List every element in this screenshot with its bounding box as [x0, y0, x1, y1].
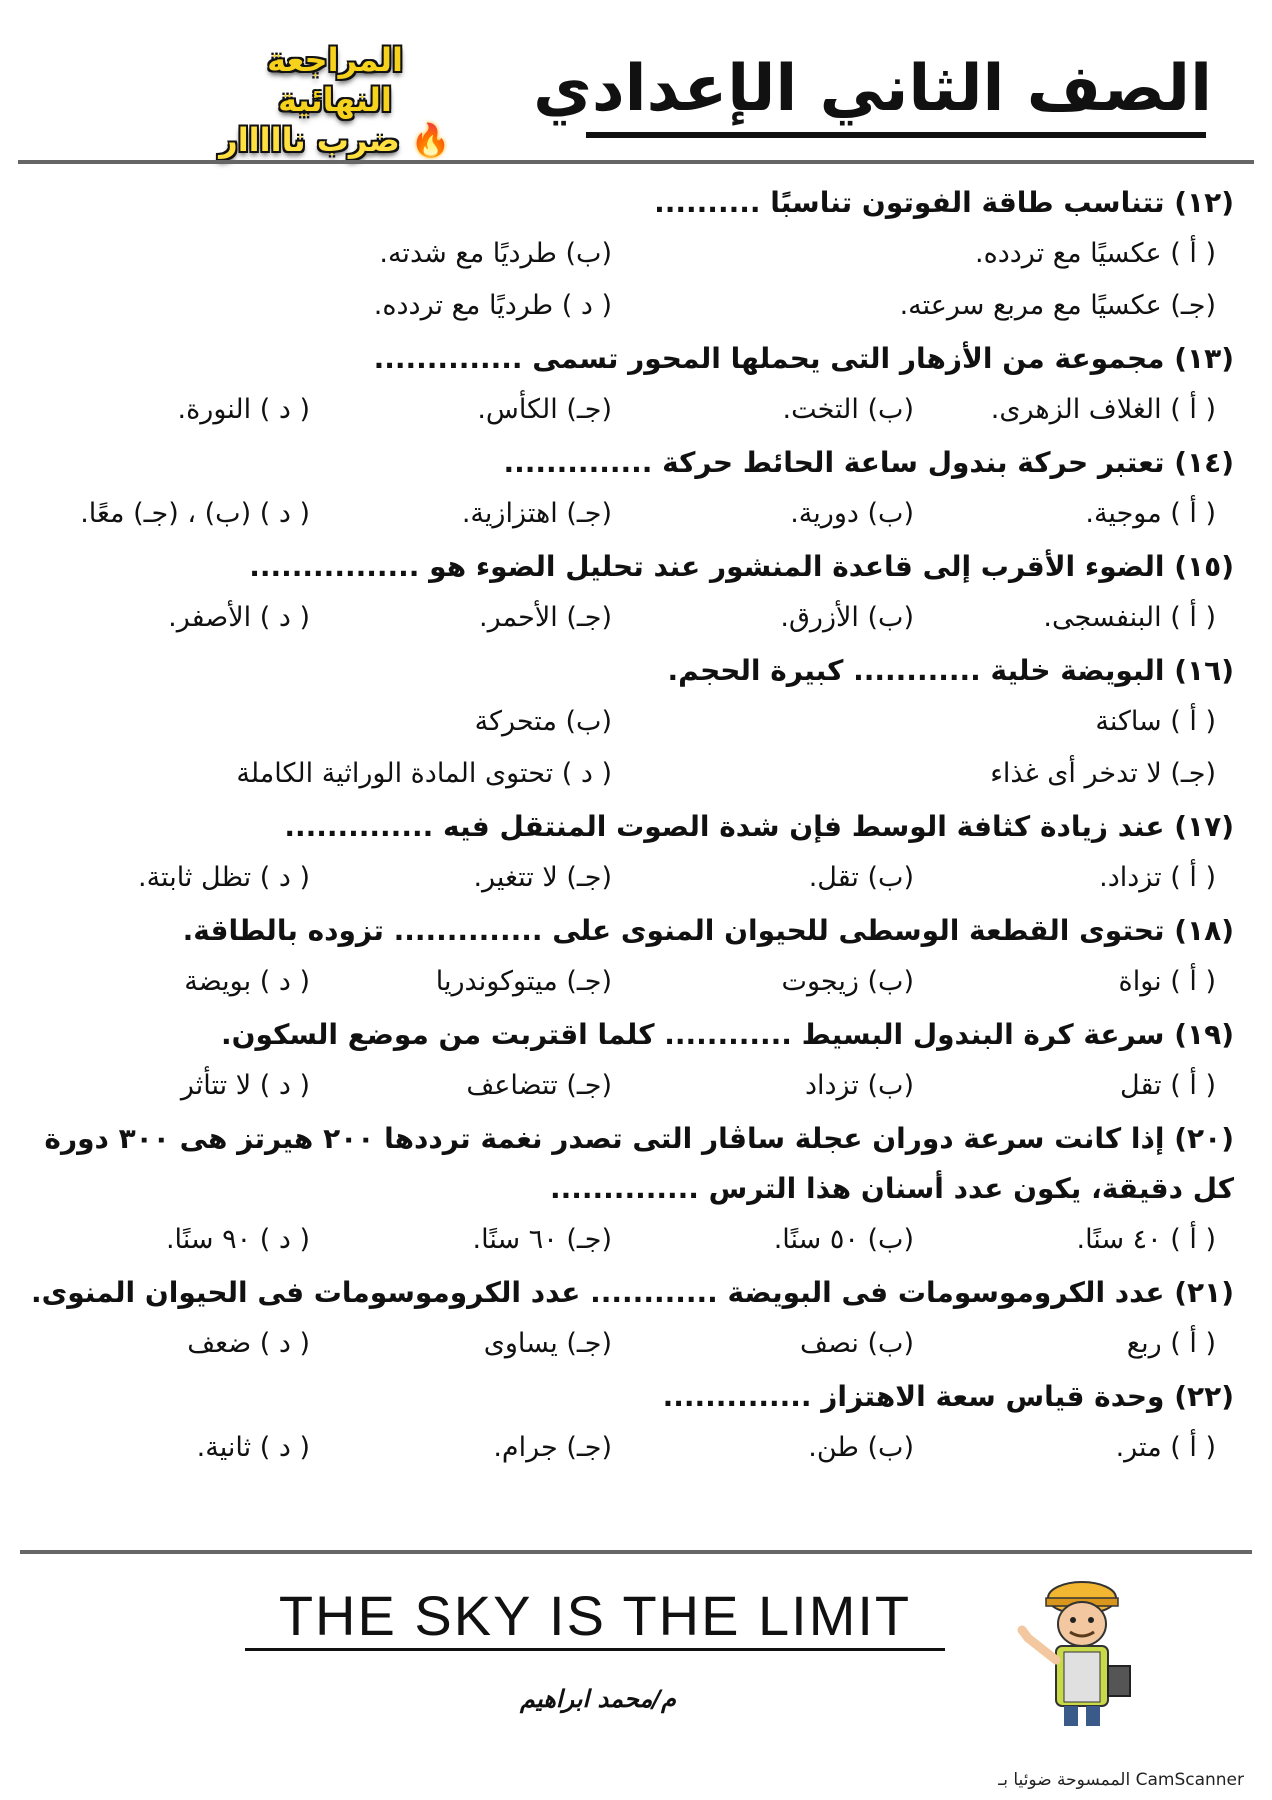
option-label: ( د ) [561, 758, 612, 789]
options-row [30, 592, 1238, 644]
options-row [30, 1214, 1238, 1266]
question-text [30, 1010, 1238, 1060]
option-label: (جـ) [566, 394, 612, 425]
motto: THE SKY IS THE LIMIT [278, 1584, 912, 1647]
option-text: تزداد [804, 1070, 859, 1101]
title-underline [586, 132, 1206, 138]
option-label: ( أ ) [1170, 966, 1216, 997]
option-label: (ب) [867, 498, 914, 529]
option-label: (ب) [867, 1432, 914, 1463]
option-label: (جـ) [566, 1224, 612, 1255]
question-item [30, 646, 1238, 800]
options-row [30, 228, 1238, 280]
question-text [30, 906, 1238, 956]
options-row [30, 748, 1238, 800]
question-number: (١٩) [1174, 1018, 1234, 1051]
question-stem: الضوء الأقرب إلى قاعدة المنشور عند تحليل الضوء هو ................ [249, 550, 1165, 583]
answer-option [634, 280, 1238, 332]
option-text: ثانية. [196, 1432, 252, 1463]
option-label: ( د ) [259, 498, 310, 529]
answer-option [332, 592, 634, 644]
answer-option [30, 748, 634, 800]
answer-option [634, 1214, 936, 1266]
answer-option [332, 1422, 634, 1474]
question-number: (١٧) [1174, 810, 1234, 843]
option-text: الغلاف الزهرى. [990, 394, 1162, 425]
question-text [30, 334, 1238, 384]
option-text: ساكنة [1095, 706, 1162, 737]
option-text: ٥٠ سنًا. [773, 1224, 859, 1255]
options-row [30, 384, 1238, 436]
question-item [30, 178, 1238, 332]
answer-option [332, 1318, 634, 1370]
author-signature: م/محمد ابراهيم [520, 1685, 676, 1713]
header-divider [18, 160, 1254, 164]
option-label: (جـ) [566, 1432, 612, 1463]
answer-option [936, 852, 1238, 904]
option-label: (جـ) [566, 1070, 612, 1101]
question-item [30, 542, 1238, 644]
question-stem: مجموعة من الأزهار التى يحملها المحور تسمى .............. [373, 342, 1165, 375]
answer-option [634, 1318, 936, 1370]
option-label: ( د ) [259, 1432, 310, 1463]
option-label: ( أ ) [1170, 862, 1216, 893]
question-text [30, 542, 1238, 592]
answer-option [332, 1214, 634, 1266]
option-label: ( أ ) [1170, 1432, 1216, 1463]
option-text: ضعف [187, 1328, 252, 1359]
fire-icon: 🔥 [410, 121, 451, 159]
answer-option [936, 956, 1238, 1008]
option-label: ( د ) [259, 1070, 310, 1101]
question-number: (١٤) [1174, 446, 1234, 479]
option-label: (ب) [867, 862, 914, 893]
answer-option [936, 384, 1238, 436]
option-label: ( أ ) [1170, 238, 1216, 269]
option-label: (جـ) [566, 602, 612, 633]
page-header [0, 0, 1272, 165]
option-label: ( د ) [259, 862, 310, 893]
answer-option [332, 384, 634, 436]
option-text: متحركة [474, 706, 557, 737]
option-label: (ب) [565, 238, 612, 269]
answer-option [30, 1422, 332, 1474]
option-text: نصف [800, 1328, 859, 1359]
option-text: اهتزازية. [461, 498, 558, 529]
option-label: ( أ ) [1170, 1224, 1216, 1255]
answer-option [634, 488, 936, 540]
question-text [30, 1268, 1238, 1318]
option-label: (ب) [867, 1224, 914, 1255]
question-stem: عند زيادة كثافة الوسط فإن شدة الصوت المنتقل فيه .............. [284, 810, 1165, 843]
badge-line-2 [205, 120, 465, 160]
option-label: ( د ) [259, 966, 310, 997]
review-badge [205, 40, 465, 159]
answer-option [634, 1422, 936, 1474]
option-label: ( د ) [259, 394, 310, 425]
option-text: طرديًا مع شدته. [379, 238, 557, 269]
option-label: (ب) [867, 1070, 914, 1101]
option-text: الأزرق. [780, 602, 859, 633]
option-label: (ب) [867, 966, 914, 997]
option-text: الأصفر. [168, 602, 252, 633]
question-item [30, 802, 1238, 904]
options-row [30, 1422, 1238, 1474]
question-stem: البويضة خلية ............ كبيرة الحجم. [667, 654, 1165, 687]
option-label: (ب) [867, 1328, 914, 1359]
option-label: ( أ ) [1170, 498, 1216, 529]
option-text: طرديًا مع تردده. [373, 290, 554, 321]
answer-option [634, 696, 1238, 748]
option-label: (جـ) [566, 498, 612, 529]
option-text: لا تتأثر [180, 1070, 252, 1101]
answer-option [30, 852, 332, 904]
option-text: نواة [1118, 966, 1162, 997]
options-row [30, 956, 1238, 1008]
option-text: النورة. [177, 394, 252, 425]
answer-option [634, 956, 936, 1008]
answer-option [332, 1060, 634, 1112]
option-label: ( أ ) [1170, 1070, 1216, 1101]
answer-option [30, 488, 332, 540]
question-stem: وحدة قياس سعة الاهتزاز .............. [662, 1380, 1165, 1413]
options-row [30, 488, 1238, 540]
camscanner-watermark: الممسوحة ضوئيا بـ CamScanner [998, 1770, 1244, 1790]
option-label: (جـ) [1170, 758, 1216, 789]
answer-option [30, 280, 634, 332]
option-label: (ب) [867, 394, 914, 425]
option-text: بويضة [184, 966, 252, 997]
option-text: (ب) ، (جـ) معًا. [80, 498, 252, 529]
answer-option [30, 592, 332, 644]
option-text: تتضاعف [466, 1070, 558, 1101]
question-text [30, 802, 1238, 852]
question-item [30, 1010, 1238, 1112]
option-label: ( د ) [259, 1224, 310, 1255]
option-label: ( د ) [259, 602, 310, 633]
answer-option [332, 488, 634, 540]
option-text: الكأس. [477, 394, 558, 425]
option-text: الأحمر. [479, 602, 558, 633]
option-label: ( د ) [259, 1328, 310, 1359]
footer-divider [20, 1550, 1252, 1554]
question-item [30, 1372, 1238, 1474]
answer-option [30, 956, 332, 1008]
answer-option [634, 852, 936, 904]
question-number: (٢٢) [1174, 1380, 1234, 1413]
question-text [30, 646, 1238, 696]
options-row [30, 1318, 1238, 1370]
option-text: زيجوت [781, 966, 859, 997]
question-text [30, 178, 1238, 228]
option-label: ( د ) [561, 290, 612, 321]
question-text [30, 1372, 1238, 1422]
answer-option [634, 384, 936, 436]
question-item [30, 1268, 1238, 1370]
question-number: (١٣) [1174, 342, 1234, 375]
question-text [30, 1114, 1238, 1214]
options-row [30, 1060, 1238, 1112]
options-row [30, 280, 1238, 332]
answer-option [30, 228, 634, 280]
option-label: ( أ ) [1170, 706, 1216, 737]
option-label: (ب) [867, 602, 914, 633]
question-number: (١٥) [1174, 550, 1234, 583]
option-text: جرام. [493, 1432, 558, 1463]
option-text: ٤٠ سنًا. [1076, 1224, 1162, 1255]
option-text: عكسيًا مع تردده. [975, 238, 1162, 269]
option-text: التخت. [782, 394, 859, 425]
question-item [30, 438, 1238, 540]
question-text [30, 438, 1238, 488]
question-item [30, 906, 1238, 1008]
option-label: ( أ ) [1170, 394, 1216, 425]
option-label: (ب) [565, 706, 612, 737]
answer-option [332, 852, 634, 904]
option-text: ميتوكوندريا [435, 966, 558, 997]
question-stem: عدد الكروموسومات فى البويضة ............ عدد الكروموسومات فى الحيوان المنوى. [30, 1276, 1165, 1309]
question-number: (١٦) [1174, 654, 1234, 687]
answer-option [634, 1060, 936, 1112]
option-text: تقل. [808, 862, 859, 893]
option-text: تقل [1120, 1070, 1162, 1101]
option-label: (جـ) [566, 862, 612, 893]
question-item [30, 1114, 1238, 1266]
answer-option [634, 228, 1238, 280]
answer-option [30, 1318, 332, 1370]
answer-option [30, 384, 332, 436]
answer-option [936, 1422, 1238, 1474]
option-text: طن. [808, 1432, 859, 1463]
option-text: يساوى [483, 1328, 558, 1359]
option-text: لا تدخر أى غذاء [990, 758, 1162, 789]
option-text: لا تتغير. [473, 862, 558, 893]
option-text: دورية. [790, 498, 859, 529]
answer-option [936, 488, 1238, 540]
question-number: (١٨) [1174, 914, 1234, 947]
option-text: ٩٠ سنًا. [165, 1224, 252, 1255]
badge-line-1: المراجعة النهائية [267, 41, 403, 119]
option-label: ( أ ) [1170, 602, 1216, 633]
question-item [30, 334, 1238, 436]
question-number: (٢١) [1174, 1276, 1234, 1309]
question-stem: تتناسب طاقة الفوتون تناسبًا .......... [654, 186, 1165, 219]
answer-option [30, 1214, 332, 1266]
question-stem: تعتبر حركة بندول ساعة الحائط حركة .............. [503, 446, 1165, 479]
option-label: (جـ) [566, 1328, 612, 1359]
options-row [30, 852, 1238, 904]
answer-option [936, 1318, 1238, 1370]
question-stem: سرعة كرة البندول البسيط ............ كلما اقتربت من موضع السكون. [221, 1018, 1165, 1051]
question-number: (٢٠) [1174, 1122, 1234, 1155]
option-text: ربع [1126, 1328, 1162, 1359]
answer-option [936, 1214, 1238, 1266]
questions-list [30, 178, 1238, 1476]
options-row [30, 696, 1238, 748]
question-stem: إذا كانت سرعة دوران عجلة ساڤار التى تصدر نغمة ترددها ٢٠٠ هيرتز هى ٣٠٠ دورة كل دقيقة، يكون عدد أسنان هذا الترس .............. [44, 1122, 1234, 1205]
option-text: تزداد. [1099, 862, 1162, 893]
answer-option [30, 696, 634, 748]
option-text: تظل ثابتة. [137, 862, 252, 893]
answer-option [332, 956, 634, 1008]
answer-option [30, 1060, 332, 1112]
question-stem: تحتوى القطعة الوسطى للحيوان المنوى على .............. تزوده بالطاقة. [182, 914, 1165, 947]
answer-option [634, 592, 936, 644]
answer-option [936, 1060, 1238, 1112]
grade-title: الصف الثاني الإعدادي [533, 52, 1212, 126]
option-text: تحتوى المادة الوراثية الكاملة [236, 758, 554, 789]
option-text: عكسيًا مع مربع سرعته. [899, 290, 1162, 321]
answer-option [936, 592, 1238, 644]
option-label: (جـ) [1170, 290, 1216, 321]
option-text: ٦٠ سنًا. [472, 1224, 558, 1255]
option-text: موجية. [1085, 498, 1162, 529]
question-number: (١٢) [1174, 186, 1234, 219]
option-label: ( أ ) [1170, 1328, 1216, 1359]
option-label: (جـ) [566, 966, 612, 997]
engineer-mascot-icon [1010, 1568, 1150, 1728]
option-text: متر. [1115, 1432, 1162, 1463]
motto-underline [245, 1648, 945, 1651]
option-text: البنفسجى. [1043, 602, 1162, 633]
badge-line-2-text: ضرب نااااار [219, 121, 400, 159]
answer-option [634, 748, 1238, 800]
